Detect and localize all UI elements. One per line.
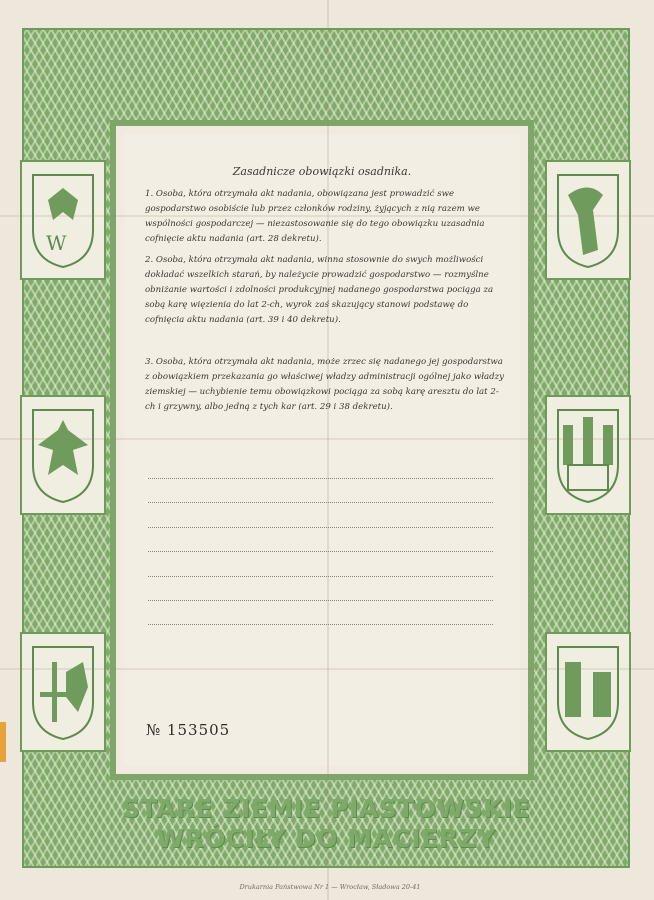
duties-title: Zasadnicze obowiązki osadnika. — [232, 165, 412, 178]
blank-line — [148, 624, 493, 625]
blank-line — [148, 527, 493, 528]
paper-fold — [0, 438, 654, 440]
crest-eagle-w-icon — [20, 160, 106, 280]
paper-fold — [327, 0, 329, 900]
printer-imprint: Drukarnia Państwowa Nr 1 — Wrocław, Sładowa 20-41 — [239, 883, 421, 891]
crest-eagle-cross-icon — [20, 632, 106, 752]
duty-item: 2. Osoba, która otrzymała akt nadania, winna stosownie do swych możliwości dokładać wszelkich starań, by należycie prowadzić gospodarstwo — rozmyślne obniżanie wartości i zdolności produkcyjnej nadanego gospodarstwa pociąga za sobą karę więzienia do lat 2-ch, wyrok zaś skazujący stanowi podstawę do cofnięcia aktu nadania (art. 39 i 40 dekretu). — [145, 255, 494, 325]
blank-line — [148, 576, 493, 577]
banner-text — [108, 792, 544, 860]
blank-line — [148, 551, 493, 552]
duty-item: 3. Osoba, która otrzymała akt nadania, może zrzec się nadanego jej gospodarstwa z obowiązkiem przekazania go właściwej władzy administracji ogólnej jako władzy ziemskiej — uchybienie temu obowiązkowi pociąga za sobą karę aresztu do lat 2-ch i grzywny, albo jedną z tych kar (art. 29 i 38 dekretu). — [145, 357, 505, 412]
banner-line-1: STARE ZIEMIE PIASTOWSKIE — [121, 794, 531, 823]
paper-tab — [0, 722, 6, 762]
blank-line — [148, 502, 493, 503]
crest-towers-icon — [545, 395, 631, 515]
crest-eagle-icon — [20, 395, 106, 515]
svg-text:W: W — [46, 231, 67, 255]
blank-line — [148, 478, 493, 479]
paper-fold — [0, 668, 654, 670]
serial-number: № 153505 — [146, 721, 231, 739]
crest-bird-head-icon — [545, 160, 631, 280]
banner-line-2: WRÓCIŁY DO MACIERZY — [156, 824, 496, 853]
duty-item: 1. Osoba, która otrzymała akt nadania, obowiązana jest prowadzić swe gospodarstwo osobiście lub przez członków rodziny, żyjących z nią razem we wspólności gospodarczej — niezastosowanie się do tego obowiązku uzasadnia cofnięcie aktu nadania (art. 28 dekretu). — [145, 189, 485, 244]
crest-castle-icon — [545, 632, 631, 752]
blank-line — [148, 600, 493, 601]
